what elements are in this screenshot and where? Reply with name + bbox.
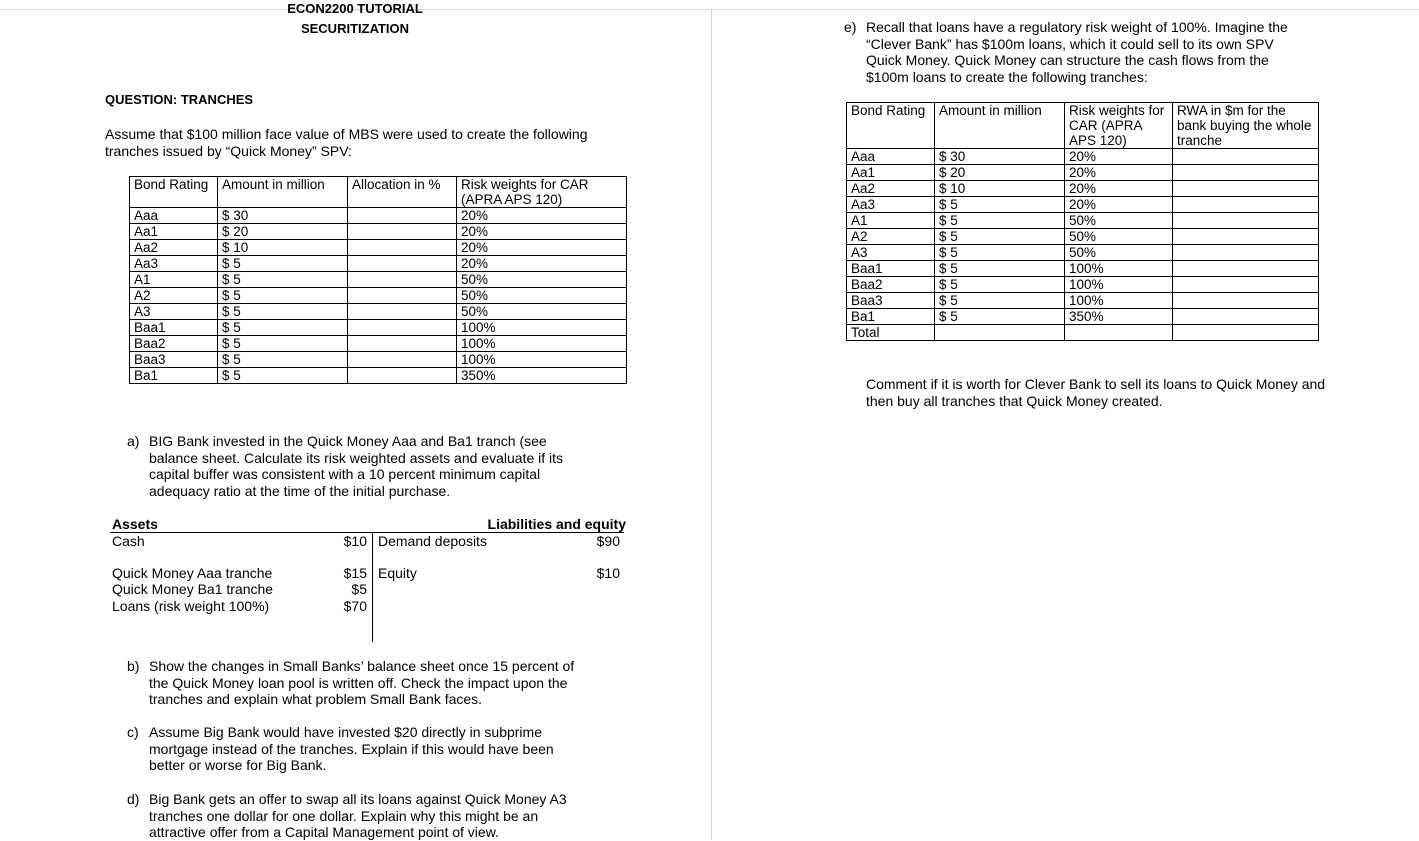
table-cell: Ba1: [847, 309, 935, 325]
table-cell: $ 30: [935, 149, 1065, 165]
table-header-cell: Bond Rating: [130, 177, 218, 208]
table-cell: $ 5: [218, 320, 348, 336]
table-cell: Ba1: [130, 368, 218, 384]
table-cell: [348, 336, 457, 352]
table-cell: 20%: [457, 208, 627, 224]
table-row: [847, 213, 1319, 229]
table-row: [847, 309, 1319, 325]
table-cell: [1173, 213, 1319, 229]
table-cell: [348, 320, 457, 336]
table-cell: $ 30: [218, 208, 348, 224]
table-cell: A3: [130, 304, 218, 320]
table-cell: Baa1: [130, 320, 218, 336]
table-cell: 20%: [1065, 165, 1173, 181]
table-cell: 100%: [1065, 277, 1173, 293]
liability-name: Equity: [378, 565, 417, 581]
table-cell: [348, 256, 457, 272]
question-b-text: Show the changes in Small Banks’ balance sheet once 15 percent of the Quick Money loan pool is written off. Check the impact upon the tranches and explain what problem Small Bank faces.: [149, 658, 575, 707]
table-cell: $ 20: [935, 165, 1065, 181]
asset-value: $5: [351, 581, 367, 597]
table-cell: [1173, 197, 1319, 213]
table-row: [130, 240, 627, 256]
asset-name: Cash: [112, 533, 145, 549]
table-cell: [348, 352, 457, 368]
table-cell: [1173, 181, 1319, 197]
table-cell: A2: [847, 229, 935, 245]
table-row: [130, 224, 627, 240]
table-cell: Baa2: [130, 336, 218, 352]
table-row: [130, 208, 627, 224]
tranche-table: [129, 176, 627, 384]
table-cell: 100%: [1065, 293, 1173, 309]
table-cell: 50%: [1065, 245, 1173, 261]
asset-value: $10: [343, 533, 367, 549]
table-cell: $ 5: [935, 245, 1065, 261]
question-c-label: c): [127, 724, 139, 740]
table-cell: 50%: [1065, 229, 1173, 245]
course-title: ECON2200 TUTORIAL: [287, 3, 423, 16]
table-cell: 100%: [457, 352, 627, 368]
table-row: [847, 277, 1319, 293]
question-e-label: e): [844, 19, 857, 35]
table-cell: $ 10: [218, 240, 348, 256]
table-cell: 100%: [457, 320, 627, 336]
table-row: [847, 325, 1319, 341]
table-cell: $ 5: [218, 352, 348, 368]
table-cell: $ 5: [218, 272, 348, 288]
table-cell: 350%: [457, 368, 627, 384]
table-cell: 50%: [457, 288, 627, 304]
table-row: [130, 336, 627, 352]
table-cell: [1173, 245, 1319, 261]
liability-name: Demand deposits: [378, 533, 487, 549]
table-cell: [1065, 325, 1173, 341]
table-cell: $ 5: [935, 213, 1065, 229]
topic-title: SECURITIZATION: [300, 21, 410, 36]
table-cell: [1173, 309, 1319, 325]
question-b-label: b): [127, 658, 140, 674]
table-header-cell: Risk weights for CAR (APRA APS 120): [457, 177, 627, 208]
table-cell: 20%: [457, 224, 627, 240]
table-cell: Aaa: [130, 208, 218, 224]
table-cell: [1173, 261, 1319, 277]
asset-name: Quick Money Ba1 tranche: [112, 581, 274, 597]
table-cell: [348, 272, 457, 288]
table-row: [130, 368, 627, 384]
table-header-cell: Bond Rating: [847, 103, 935, 149]
table-cell: $ 5: [218, 368, 348, 384]
question-a: [127, 433, 577, 499]
table-cell: [348, 368, 457, 384]
table-cell: 20%: [1065, 197, 1173, 213]
table-cell: Aa2: [130, 240, 218, 256]
table-cell: 350%: [1065, 309, 1173, 325]
asset-name: Loans (risk weight 100%): [112, 598, 270, 614]
table-cell: Total: [847, 325, 935, 341]
table-cell: $ 5: [935, 277, 1065, 293]
table-cell: 100%: [457, 336, 627, 352]
question-d-text: Big Bank gets an offer to swap all its loans against Quick Money A3 tranches one dollar for one dollar. Explain why this might be an attractive offer from a Capital Management point of view.: [149, 791, 567, 840]
table-cell: Baa1: [847, 261, 935, 277]
table-row: [130, 288, 627, 304]
table-cell: A2: [130, 288, 218, 304]
table-cell: Aa3: [130, 256, 218, 272]
table-cell: A1: [847, 213, 935, 229]
question-e-text: Recall that loans have a regulatory risk weight of 100%. Imagine the “Clever Bank” has $100m loans, which it could sell to its own SPV Quick Money. Quick Money can structure the cash flows from the $100m loans to create the following tranches:: [866, 19, 1288, 85]
table-header-row: [130, 177, 627, 208]
table-cell: [1173, 293, 1319, 309]
table-cell: [348, 208, 457, 224]
table-row: [847, 293, 1319, 309]
table-cell: [348, 288, 457, 304]
table-cell: $ 5: [935, 309, 1065, 325]
table-cell: [1173, 229, 1319, 245]
table-cell: [1173, 325, 1319, 341]
table-row: [130, 320, 627, 336]
asset-value: $70: [343, 598, 367, 614]
table-cell: $ 10: [935, 181, 1065, 197]
table-row: [130, 352, 627, 368]
table-cell: [935, 325, 1065, 341]
table-cell: $ 5: [935, 293, 1065, 309]
page-divider: [711, 9, 712, 840]
table-row: [847, 149, 1319, 165]
table-cell: Baa3: [847, 293, 935, 309]
table-row: [847, 181, 1319, 197]
table-cell: $ 5: [218, 336, 348, 352]
table-cell: Aa3: [847, 197, 935, 213]
question-d: [127, 791, 597, 841]
table-row: [130, 272, 627, 288]
liability-value: $10: [596, 565, 620, 581]
question-c-text: Assume Big Bank would have invested $20 directly in subprime mortgage instead of the tranches. Explain if this would have been better or worse for Big Bank.: [149, 724, 554, 773]
intro-text: Assume that $100 million face value of MBS were used to create the following tranches issued by “Quick Money” SPV:: [105, 126, 588, 159]
assets-title: Assets: [112, 516, 158, 532]
table-row: [847, 165, 1319, 181]
table-cell: [348, 240, 457, 256]
table-cell: Baa3: [130, 352, 218, 368]
table-cell: A1: [130, 272, 218, 288]
balance-sheet-rule: [110, 532, 624, 533]
rwa-table: [846, 102, 1319, 341]
table-cell: $ 5: [935, 229, 1065, 245]
table-cell: A3: [847, 245, 935, 261]
table-cell: 50%: [1065, 213, 1173, 229]
table-header-cell: Allocation in %: [348, 177, 457, 208]
table-cell: Baa2: [847, 277, 935, 293]
question-a-text: BIG Bank invested in the Quick Money Aaa and Ba1 tranch (see balance sheet. Calculate its risk weighted assets and evaluate if its capital buffer was consistent with a 10 percent minimum capital adequacy ratio at the time of the initial purchase.: [149, 433, 564, 499]
table-cell: 50%: [457, 272, 627, 288]
question-c: [127, 724, 587, 774]
table-cell: [1173, 149, 1319, 165]
table-cell: 20%: [457, 256, 627, 272]
balance-sheet: [110, 516, 626, 642]
asset-name: Quick Money Aaa tranche: [112, 565, 273, 581]
table-cell: 20%: [1065, 181, 1173, 197]
table-cell: $ 5: [218, 288, 348, 304]
table-header-cell: Amount in million: [935, 103, 1065, 149]
table-cell: $ 5: [218, 304, 348, 320]
table-cell: Aa2: [847, 181, 935, 197]
table-header-row: [847, 103, 1319, 149]
question-d-label: d): [127, 791, 140, 807]
table-cell: Aa1: [130, 224, 218, 240]
table-header-cell: Risk weights for CAR (APRA APS 120): [1065, 103, 1173, 149]
table-cell: Aaa: [847, 149, 935, 165]
table-cell: $ 5: [935, 197, 1065, 213]
question-b: [127, 658, 597, 708]
table-row: [847, 261, 1319, 277]
table-cell: $ 20: [218, 224, 348, 240]
table-cell: [348, 224, 457, 240]
liability-value: $90: [596, 533, 620, 549]
balance-sheet-divider: [372, 532, 373, 642]
table-header-cell: RWA in $m for the bank buying the whole tranche: [1173, 103, 1319, 149]
table-row: [847, 229, 1319, 245]
table-cell: [348, 304, 457, 320]
question-a-label: a): [127, 433, 140, 449]
table-cell: $ 5: [935, 261, 1065, 277]
table-cell: 50%: [457, 304, 627, 320]
table-row: [130, 256, 627, 272]
liabilities-title: Liabilities and equity: [487, 516, 626, 532]
table-row: [847, 197, 1319, 213]
question-title: QUESTION: TRANCHES: [105, 92, 254, 107]
page-top-rule: [0, 9, 1419, 10]
table-header-cell: Amount in million: [218, 177, 348, 208]
table-cell: 20%: [457, 240, 627, 256]
table-cell: [1173, 277, 1319, 293]
comment-text: Comment if it is worth for Clever Bank to sell its loans to Quick Money and then buy all tranches that Quick Money created.: [866, 376, 1326, 409]
table-cell: [1173, 165, 1319, 181]
table-cell: Aa1: [847, 165, 935, 181]
table-row: [847, 245, 1319, 261]
asset-value: $15: [343, 565, 367, 581]
question-e: [844, 19, 1309, 85]
table-cell: $ 5: [218, 256, 348, 272]
table-row: [130, 304, 627, 320]
table-cell: 100%: [1065, 261, 1173, 277]
table-cell: 20%: [1065, 149, 1173, 165]
